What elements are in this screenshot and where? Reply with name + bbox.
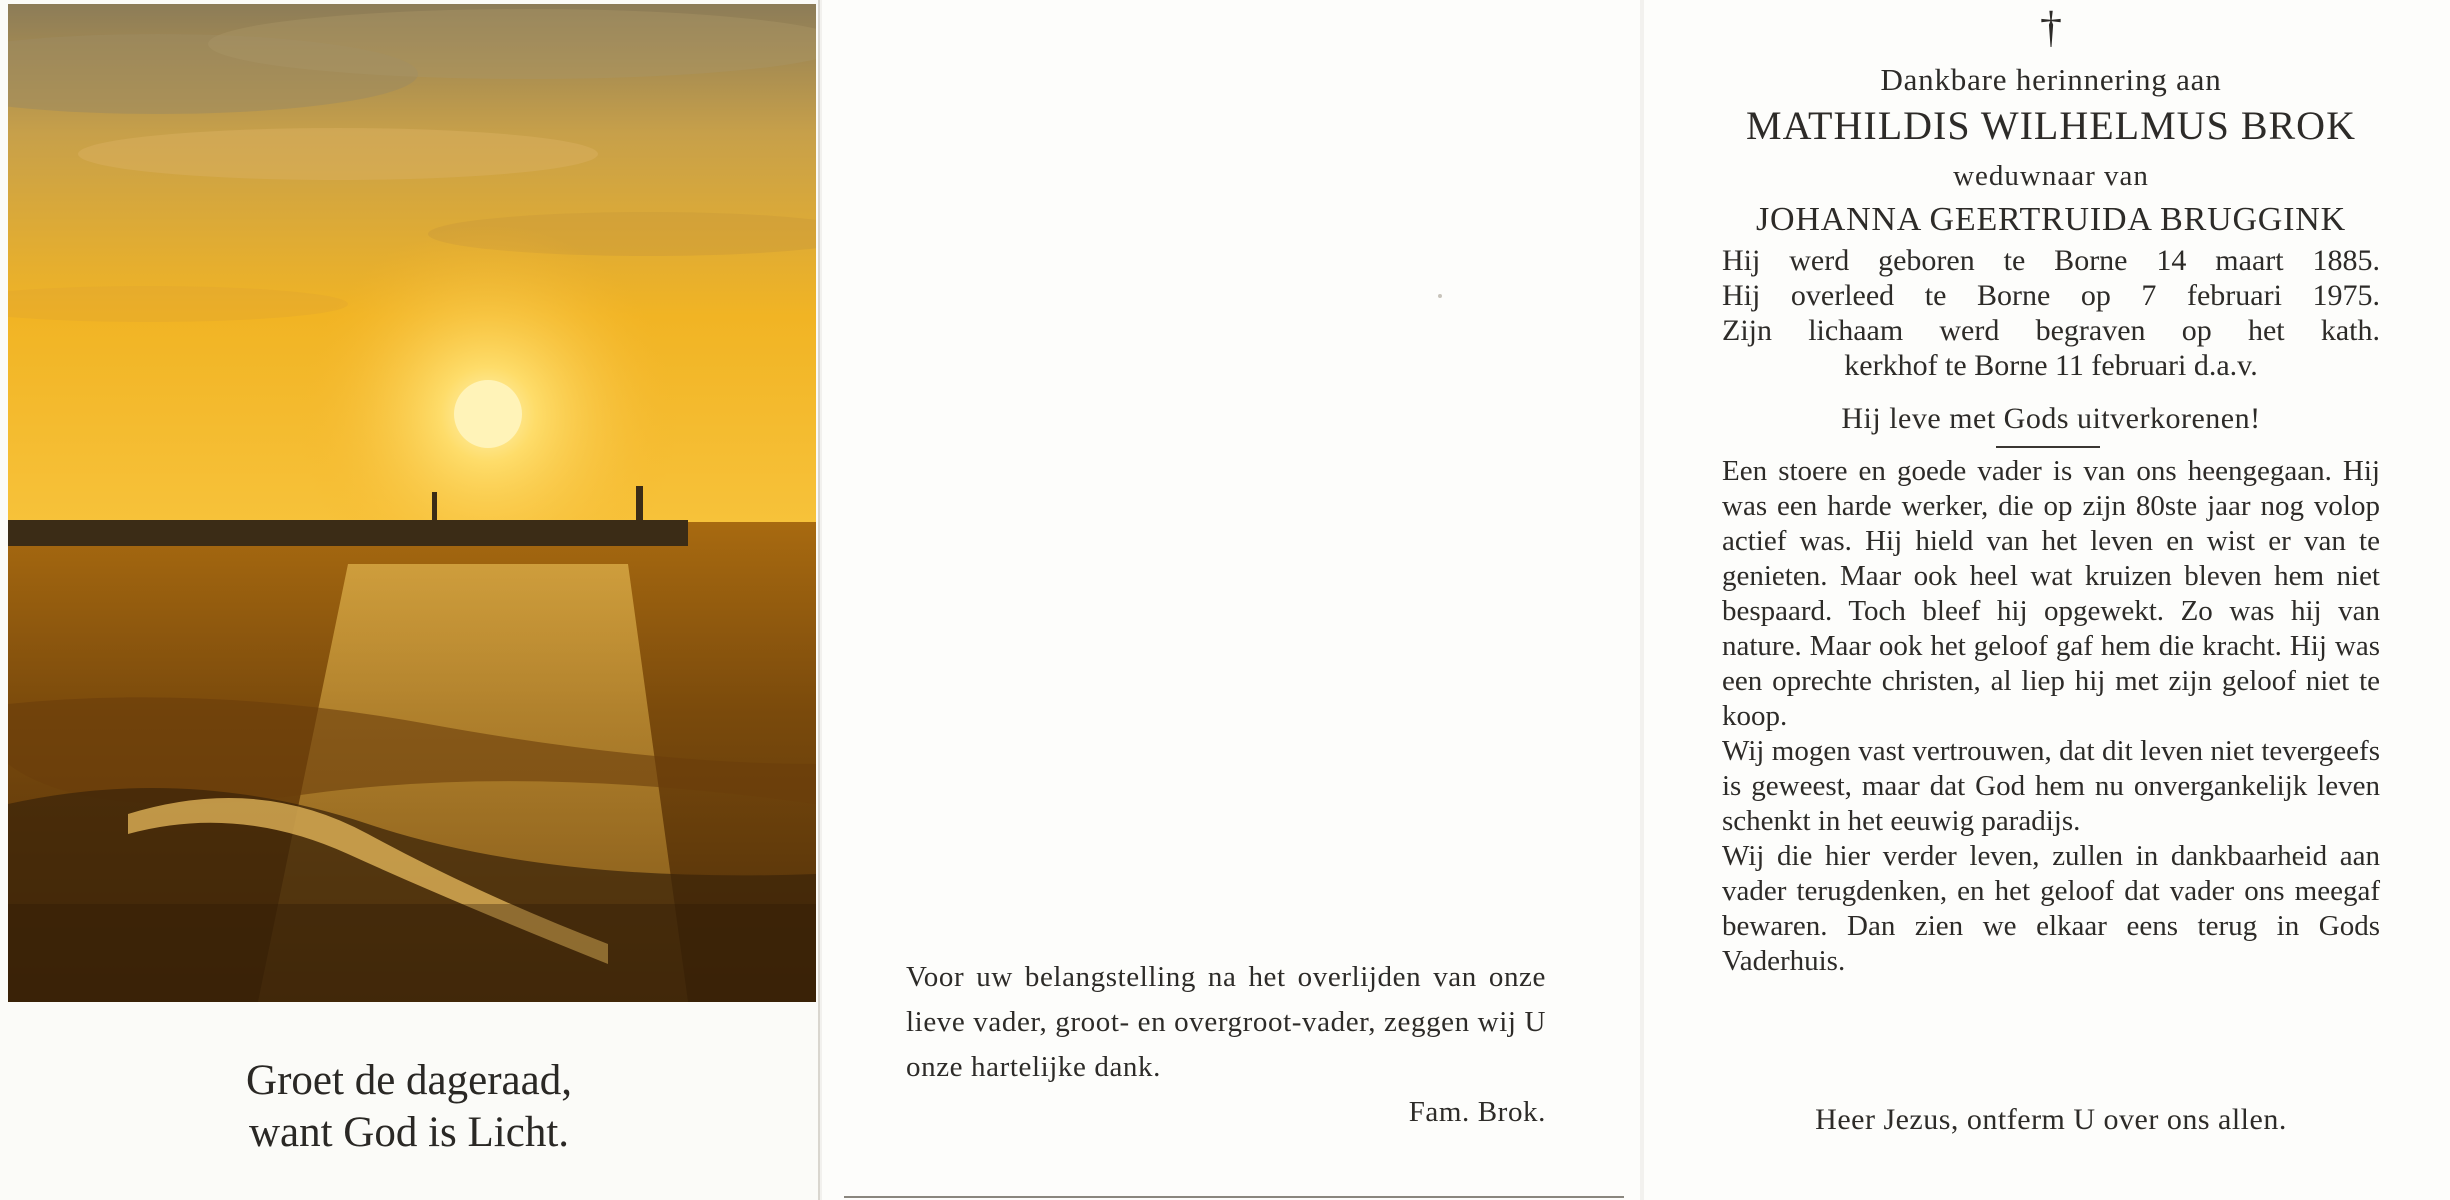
caption-line-2: want God is Licht. [248, 1109, 570, 1156]
thank-you-panel [822, 0, 1640, 1200]
card-front-panel [0, 0, 820, 1200]
spouse-name: JOHANNA GEERTRUIDA BRUGGINK [1755, 201, 2346, 238]
memorial-intro: Dankbare herinnering aan [1880, 62, 2222, 97]
deceased-name: MATHILDIS WILHELMUS BROK [1746, 103, 2356, 148]
thank-you-note [906, 955, 1546, 1135]
death-line: Hij overleed te Borne op 7 februari 1975. [1722, 279, 2380, 312]
sunset-photo [8, 4, 816, 1002]
eulogy-paragraph: Wij die hier verder leven, zullen in dankbaarheid aan vader terugdenken, en het geloof dat vader ons meegaf bewaren. Dan zien we elkaar eens terug in Gods Vaderhuis. [1722, 840, 2380, 977]
bottom-rule [844, 1196, 1624, 1198]
motto: Hij leve met Gods uitverkorenen! [1841, 402, 2261, 435]
caption-line-1: Groet de dageraad, [246, 1057, 572, 1104]
life-facts [1722, 243, 2380, 383]
relation-label: weduwnaar van [1953, 160, 2149, 192]
eulogy-paragraph: Wij mogen vast vertrouwen, dat dit leven niet tevergeefs is geweest, maar dat God hem nu onvergankelijk leven schenkt in het eeuwig paradijs. [1722, 735, 2380, 837]
card-front-caption [0, 1055, 818, 1159]
obituary-panel [1644, 0, 2450, 1200]
closing-prayer: Heer Jezus, ontferm U over ons allen. [1815, 1103, 2287, 1136]
burial-line-2: kerkhof te Borne 11 februari d.a.v. [1844, 349, 2258, 382]
divider [1996, 446, 2100, 448]
eulogy-text [1722, 454, 2380, 979]
family-signature: Fam. Brok. [1408, 1096, 1546, 1128]
birth-line: Hij werd geboren te Borne 14 maart 1885. [1722, 244, 2380, 277]
burial-line-1: Zijn lichaam werd begraven op het kath. [1722, 314, 2380, 347]
cross-icon: † [2040, 3, 2062, 52]
eulogy-paragraph: Een stoere en goede vader is van ons heengegaan. Hij was een harde werker, die op zijn 80ste jaar nog volop actief was. Hij hield van het leven en wist er van te genieten. Maar ook heel wat kruizen bleven hem niet bespaard. Toch bleef hij opgewekt. Zo was hij van nature. Maar ook het geloof gaf hem die kracht. Hij was een oprechte christen, al liep hij met zijn geloof niet te koop. [1722, 455, 2380, 732]
paper-speck [1438, 294, 1442, 298]
thank-you-text: Voor uw belangstelling na het overlijden van onze lieve vader, groot- en overgroot-vader, zeggen wij U onze hartelijke dank. [906, 961, 1546, 1083]
